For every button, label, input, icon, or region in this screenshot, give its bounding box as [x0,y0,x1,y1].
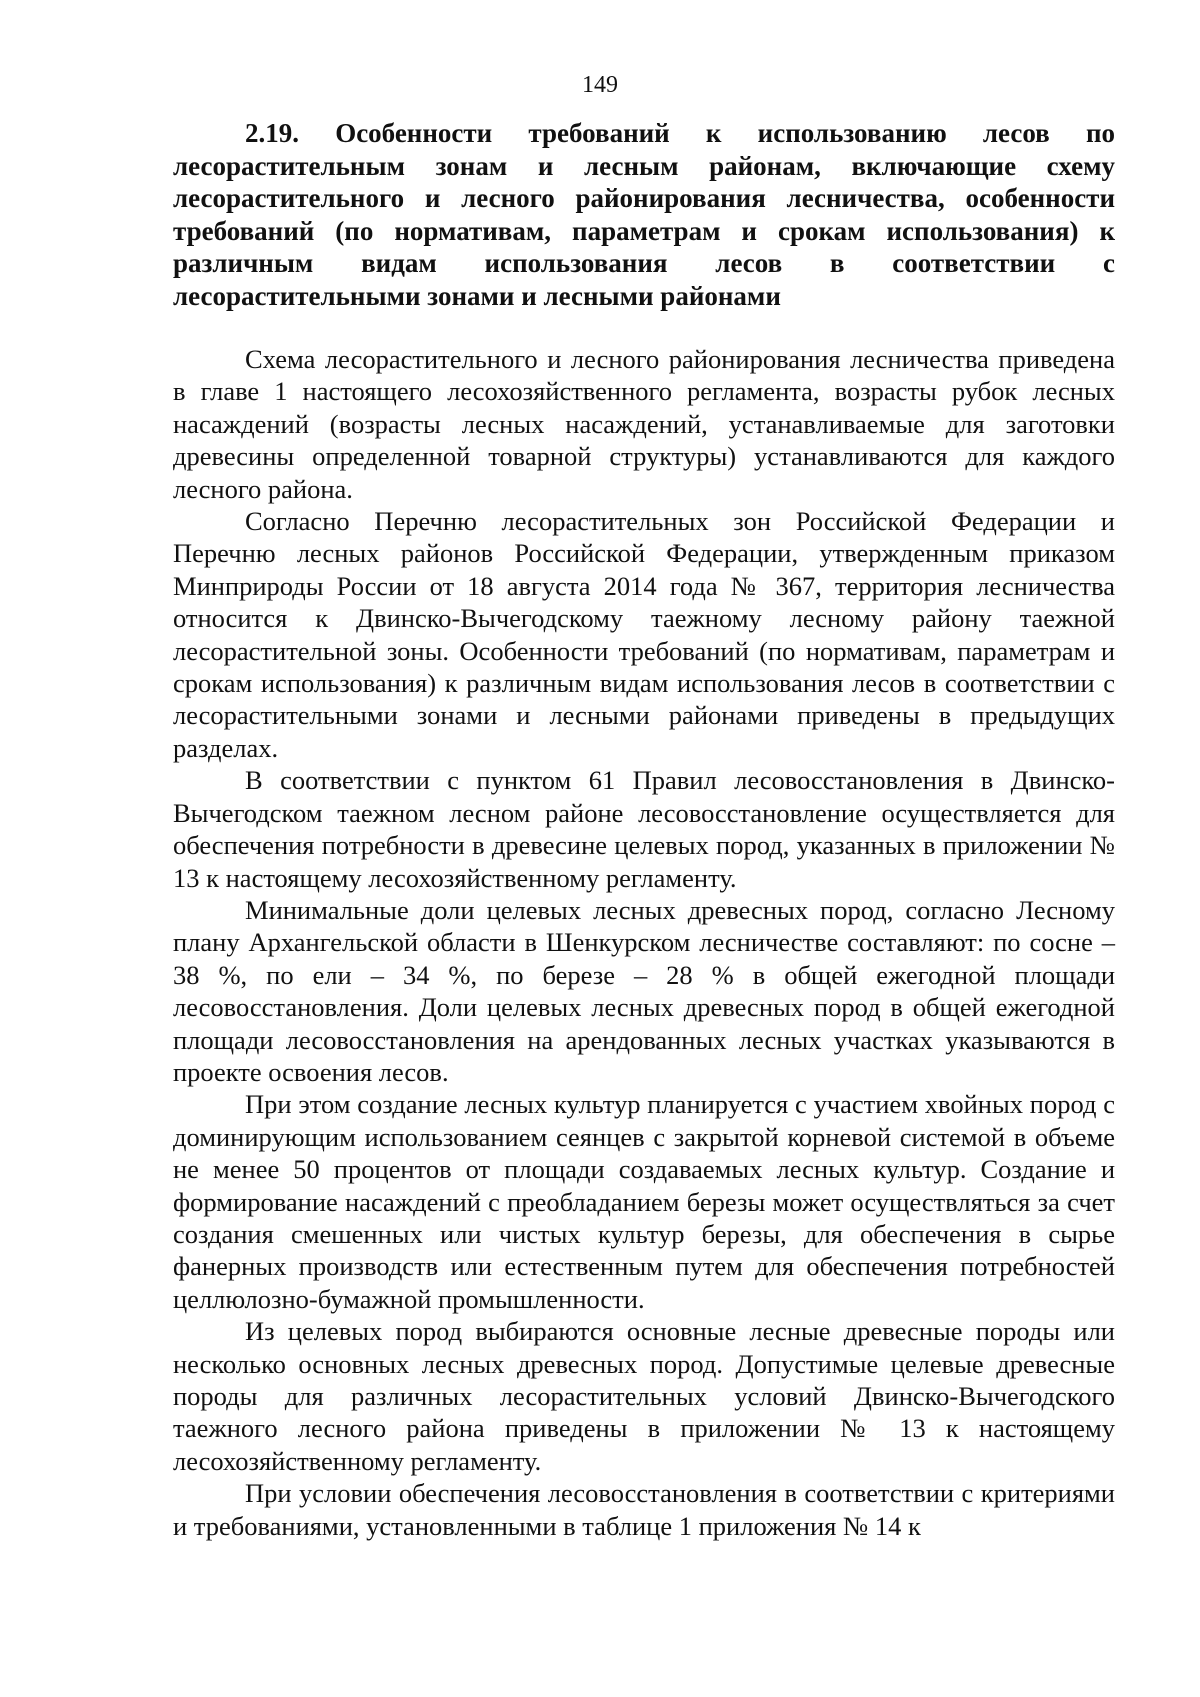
paragraph-zoning-scheme: Схема лесорастительного и лесного районирования лесничества приведена в главе 1 настоящего лесохозяйственного регламента, возрасты рубок лесных насаждений (возрасты лесных насаждений, устанавливаемые для заготовки древесины определенной товарной структуры) устанавливаются для каждого лесного района. [173,344,1115,504]
paragraph-reforestation-rules: В соответствии с пунктом 61 Правил лесовосстановления в Двинско-Вычегодском таежном лесном районе лесовосстановление осуществляется для обеспечения потребности в древесине целевых пород, указанных в приложении № 13 к настоящему лесохозяйственному регламенту. [173,765,1115,893]
paragraph-forest-cultures: При этом создание лесных культур планируется с участием хвойных пород с доминирующим использованием сеянцев с закрытой корневой системой в объеме не менее 50 процентов от площади создаваемых лесных культур. Создание и формирование насаждений с преобладанием березы может осуществляться за счет создания смешенных или чистых культур березы, для обеспечения в сырье фанерных производств или естественным путем для обеспечения потребностей целлюлозно-бумажной промышленности. [173,1089,1115,1314]
paragraph-reforestation-criteria: При условии обеспечения лесовосстановления в соответствии с критериями и требованиями, установленными в таблице 1 приложения № 14 к [173,1478,1115,1541]
paragraph-zone-list: Согласно Перечню лесорастительных зон Российской Федерации и Перечню лесных районов Российской Федерации, утвержденным приказом Минприроды России от 18 августа 2014 года № 367, территория лесничества относится к Двинско-Вычегодскому таежному лесному району таежной лесорастительной зоны. Особенности требований (по нормативам, параметрам и срокам использования) к различным видам использования лесов в соответствии с лесорастительными зонами и лесными районами приведены в предыдущих разделах. [173,506,1115,763]
paragraph-target-species-selection: Из целевых пород выбираются основные лесные древесные породы или несколько основных лесных древесных пород. Допустимые целевые древесные породы для различных лесорастительных условий Двинско-Вычегодского таежного лесного района приведены в приложении № 13 к настоящему лесохозяйственному регламенту. [173,1316,1115,1476]
paragraph-target-species-shares: Минимальные доли целевых лесных древесных пород, согласно Лесному плану Архангельской области в Шенкурском лесничестве составляют: по сосне – 38 %, по ели – 34 %, по березе – 28 % в общей ежегодной площади лесовосстановления. Доли целевых лесных древесных пород в общей ежегодной площади лесовосстановления на арендованных лесных участках указываются в проекте освоения лесов. [173,894,1115,1087]
body-text [173,343,1115,1542]
page-number: 149 [582,72,618,98]
section-heading: 2.19. Особенности требований к использованию лесов по лесорастительным зонам и лесным районам, включающие схему лесорастительного и лесного районирования лесничества, особенности требований (по нормативам, параметрам и срокам использования) к различным видам использования лесов в соответствии с лесорастительными зонами и лесными районами [173,118,1115,311]
